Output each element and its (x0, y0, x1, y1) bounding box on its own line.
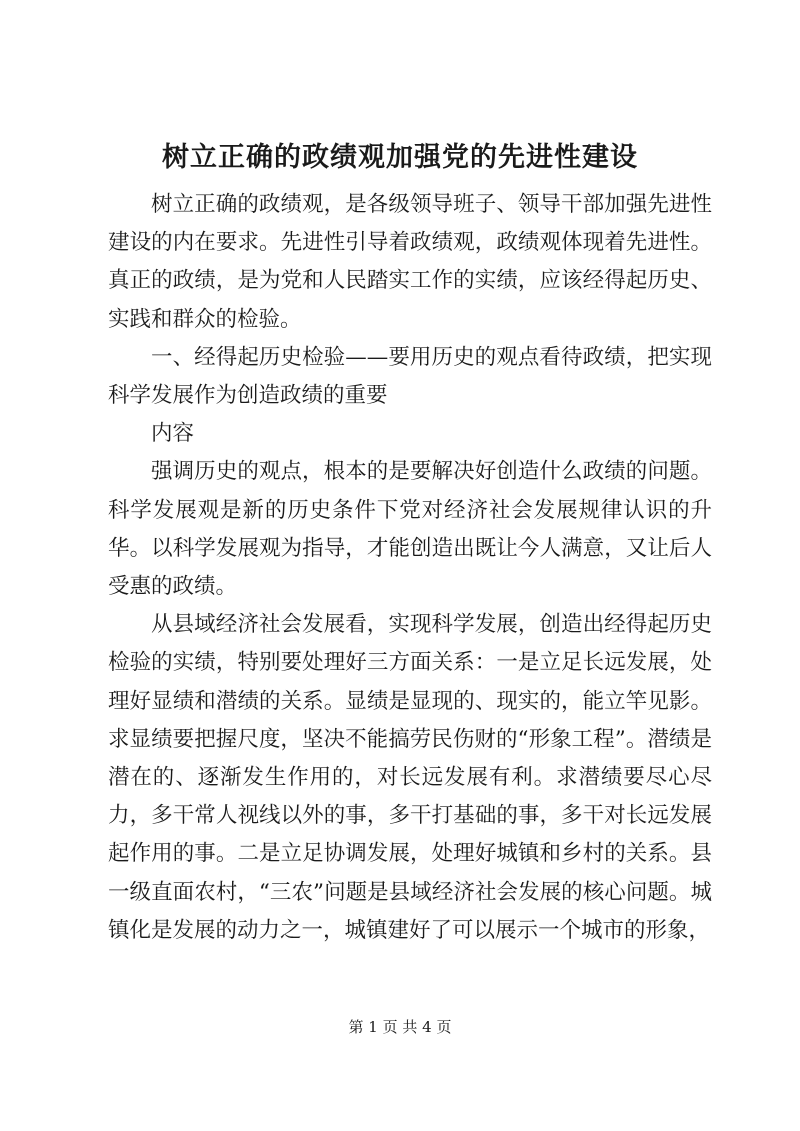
page-number-footer: 第 1 页 共 4 页 (348, 1018, 452, 1036)
paragraph-intro: 树立正确的政绩观，是各级领导班子、领导干部加强先进性建设的内在要求。先进性引导着政绩观，政绩观体现着先进性。真正的政绩，是为党和人民踏实工作的实绩，应该经得起历史、实践和群众的检验。 (108, 192, 712, 332)
document-title: 树立正确的政绩观加强党的先进性建设 (162, 142, 638, 173)
paragraph-county-development: 从县域经济社会发展看，实现科学发展，创造出经得起历史检验的实绩，特别要处理好三方面关系：一是立足长远发展，处理好显绩和潜绩的关系。显绩是显现的、现实的，能立竿见影。求显绩要把握尺度，坚决不能搞劳民伤财的“形象工程”。潜绩是潜在的、逐渐发生作用的，对长远发展有利。求潜绩要尽心尽力，多干常人视线以外的事，多干打基础的事，多干对长远发展起作用的事。二是立足协调发展，处理好城镇和乡村的关系。县一级直面农村，“三农”问题是县域经济社会发展的核心问题。城镇化是发展的动力之一，城镇建好了可以展示一个城市的形象， (108, 612, 712, 943)
paragraph-section-heading: 一、经得起历史检验——要用历史的观点看待政绩，把实现科学发展作为创造政绩的重要 (108, 344, 712, 409)
paragraph-history-view: 强调历史的观点，根本的是要解决好创造什么政绩的问题。科学发展观是新的历史条件下党对经济社会发展规律认识的升华。以科学发展观为指导，才能创造出既让今人满意，又让后人受惠的政绩。 (108, 459, 712, 600)
paragraph-heading-continuation: 内容 (151, 421, 195, 447)
document-body (108, 186, 712, 950)
